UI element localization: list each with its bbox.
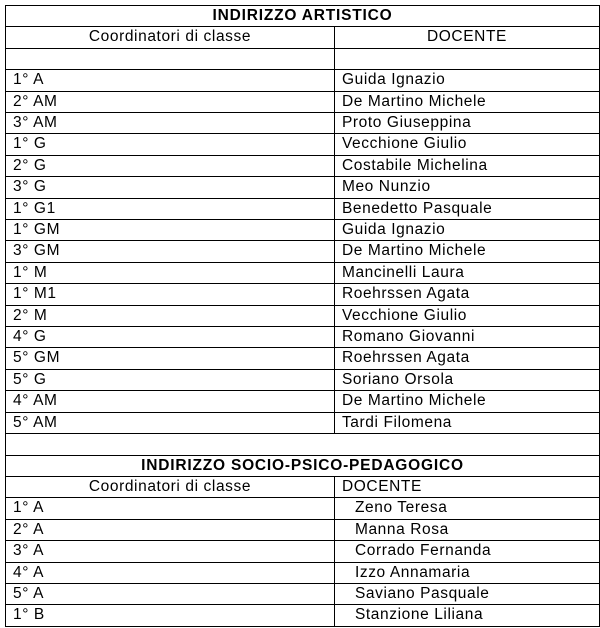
docente-cell: Benedetto Pasquale: [334, 198, 599, 219]
column-header-classe: Coordinatori di classe: [6, 476, 335, 497]
table-row: [6, 262, 600, 283]
section-title-row: [6, 6, 600, 27]
table-row: [6, 70, 600, 91]
classe-cell: 1° A: [6, 498, 335, 519]
classe-cell: 2° M: [6, 305, 335, 326]
column-header-docente: DOCENTE: [334, 476, 599, 497]
table-row: [6, 541, 600, 562]
docente-cell: Roehrssen Agata: [334, 348, 599, 369]
classe-cell: 1° M1: [6, 284, 335, 305]
table-row: [6, 284, 600, 305]
docente-cell: Stanzione Liliana: [334, 605, 599, 626]
table-row: [6, 113, 600, 134]
column-header-row: [6, 27, 600, 48]
docente-cell: Manna Rosa: [334, 519, 599, 540]
table-row: [6, 605, 600, 626]
docente-cell: De Martino Michele: [334, 91, 599, 112]
classe-cell: 5° A: [6, 583, 335, 604]
docente-cell: Meo Nunzio: [334, 177, 599, 198]
classe-cell: 4° A: [6, 562, 335, 583]
table-row: [6, 220, 600, 241]
table-row: [6, 519, 600, 540]
docente-cell: Guida Ignazio: [334, 220, 599, 241]
docente-cell: Vecchione Giulio: [334, 305, 599, 326]
classe-cell: 1° GM: [6, 220, 335, 241]
docente-cell: Soriano Orsola: [334, 369, 599, 390]
docente-cell: Roehrssen Agata: [334, 284, 599, 305]
classe-cell: 5° AM: [6, 412, 335, 433]
table-row: [6, 348, 600, 369]
table-row: [6, 369, 600, 390]
docente-cell: De Martino Michele: [334, 391, 599, 412]
table-row: [6, 134, 600, 155]
empty-cell: [6, 434, 600, 455]
column-header-row: [6, 476, 600, 497]
docente-cell: Proto Giuseppina: [334, 113, 599, 134]
docente-cell: De Martino Michele: [334, 241, 599, 262]
classe-cell: 1° B: [6, 605, 335, 626]
table-row: [6, 241, 600, 262]
classe-cell: 3° G: [6, 177, 335, 198]
section-title-row: [6, 455, 600, 476]
classe-cell: 4° AM: [6, 391, 335, 412]
column-header-classe: Coordinatori di classe: [6, 27, 335, 48]
docente-cell: Izzo Annamaria: [334, 562, 599, 583]
empty-row: [6, 434, 600, 455]
table-row: [6, 198, 600, 219]
empty-cell: [6, 48, 335, 69]
table-row: [6, 327, 600, 348]
docente-cell: Zeno Teresa: [334, 498, 599, 519]
table-row: [6, 412, 600, 433]
classe-cell: 2° AM: [6, 91, 335, 112]
classe-cell: 2° G: [6, 155, 335, 176]
docente-cell: Tardi Filomena: [334, 412, 599, 433]
classe-cell: 3° AM: [6, 113, 335, 134]
coordinators-table-body: [6, 6, 600, 627]
docente-cell: Costabile Michelina: [334, 155, 599, 176]
classe-cell: 3° GM: [6, 241, 335, 262]
table-row: [6, 391, 600, 412]
docente-cell: Saviano Pasquale: [334, 583, 599, 604]
table-row: [6, 583, 600, 604]
coordinators-table: [5, 5, 600, 627]
docente-cell: Corrado Fernanda: [334, 541, 599, 562]
table-row: [6, 177, 600, 198]
classe-cell: 1° M: [6, 262, 335, 283]
classe-cell: 5° G: [6, 369, 335, 390]
column-header-docente: DOCENTE: [334, 27, 599, 48]
classe-cell: 1° A: [6, 70, 335, 91]
table-row: [6, 498, 600, 519]
section-title: INDIRIZZO SOCIO-PSICO-PEDAGOGICO: [6, 455, 600, 476]
classe-cell: 4° G: [6, 327, 335, 348]
classe-cell: 2° A: [6, 519, 335, 540]
empty-row: [6, 48, 600, 69]
docente-cell: Romano Giovanni: [334, 327, 599, 348]
docente-cell: Guida Ignazio: [334, 70, 599, 91]
empty-cell: [334, 48, 599, 69]
table-row: [6, 91, 600, 112]
docente-cell: Mancinelli Laura: [334, 262, 599, 283]
table-row: [6, 155, 600, 176]
section-title: INDIRIZZO ARTISTICO: [6, 6, 600, 27]
classe-cell: 1° G1: [6, 198, 335, 219]
table-row: [6, 305, 600, 326]
docente-cell: Vecchione Giulio: [334, 134, 599, 155]
classe-cell: 5° GM: [6, 348, 335, 369]
classe-cell: 1° G: [6, 134, 335, 155]
classe-cell: 3° A: [6, 541, 335, 562]
table-row: [6, 562, 600, 583]
